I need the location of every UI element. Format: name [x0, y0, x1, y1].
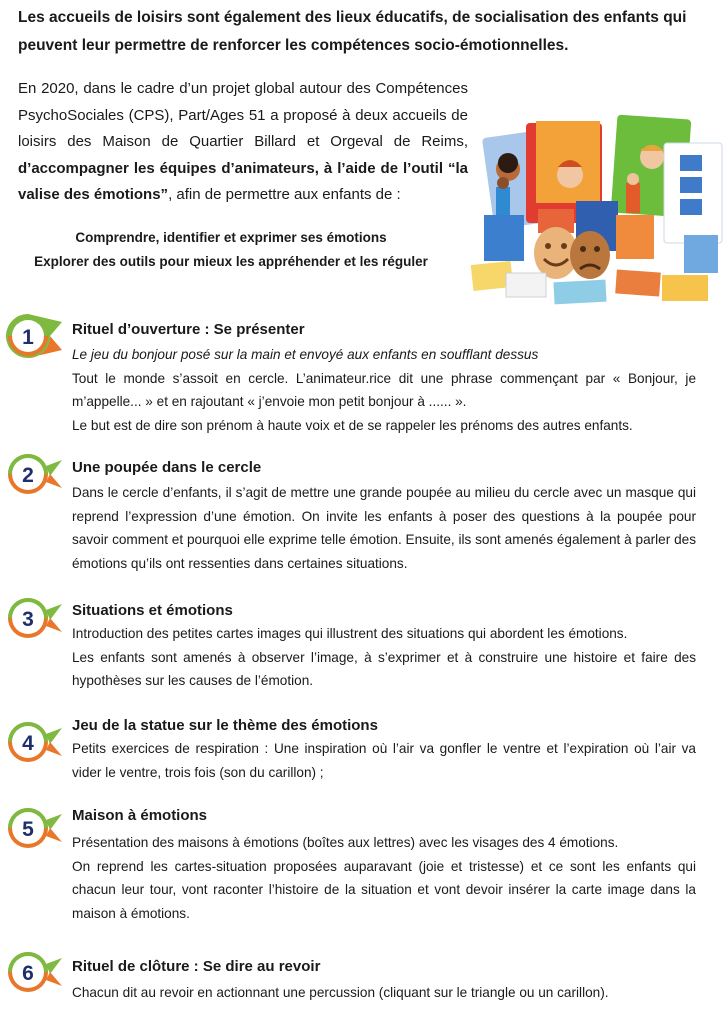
step-2-title: Une poupée dans le cercle: [72, 459, 262, 476]
step-6-title: Rituel de clôture : Se dire au revoir: [72, 958, 321, 975]
step-3-body: [72, 622, 696, 693]
step-6-badge-icon: [6, 950, 62, 994]
step-1-badge-icon: [6, 314, 62, 358]
box-blue: [484, 215, 524, 261]
step-4-body: [72, 737, 696, 784]
step-6-body: [72, 981, 696, 1005]
step-5-line-2: On reprend les cartes-situation proposées auparavant (joie et tristesse) et ce sont les enfants qui chacun leur tour, vont raconter l’histoire de la situation et vont devoir insérer la carte image dans la maison à émotions.: [72, 858, 696, 921]
step-1-line-2: Tout le monde s’assoit en cercle. L’animateur.rice dit une phrase commençant par « Bonjour, je m’appelle... » et en rajoutant « j’envoie mon petit bonjour à ...... ».: [72, 370, 696, 409]
intro-paragraph: [18, 76, 468, 209]
mask-sad: [570, 231, 610, 279]
step-1-line-3: Le but est de dire son prénom à haute voix et de se rappeler les prénoms des autres enfants.: [72, 417, 633, 433]
step-2-body: [72, 481, 696, 575]
step-1-line-1: Le jeu du bonjour posé sur la main et envoyé aux enfants en soufflant dessus: [72, 347, 539, 362]
step-3-line-2: Les enfants sont amenés à observer l’image, à s’exprimer et à construire une histoire et faire des hypothèses sur les causes de l’émotion.: [72, 649, 696, 688]
step-3-line-1: Introduction des petites cartes images qui illustrent des situations qui abordent les émotions.: [72, 626, 628, 641]
step-2-line-1: Dans le cercle d’enfants, il s’agit de mettre une grande poupée au milieu du cercle avec un masque qui reprend l’expression d’une émotion. On invite les enfants à poser des questions à la poupée pour savoir comment et pourquoi elle exprime telle émotion. Ensuite, ils sont amenés également à parler des émotions qu’ils ont ressenties dans certaines situations.: [72, 485, 696, 571]
step-4-title: Jeu de la statue sur le thème des émotions: [72, 717, 378, 734]
svg-text:6: 6: [22, 962, 34, 985]
step-2-badge-icon: [6, 452, 62, 496]
box-lightblue: [684, 235, 718, 273]
step-1-body: [72, 343, 696, 437]
step-4-line-1: Petits exercices de respiration : Une inspiration où l’air va gonfler le ventre et l’expiration où l’air va vider le ventre, trois fois (son du carillon) ;: [72, 741, 696, 780]
step-1-title: Rituel d’ouverture : Se présenter: [72, 321, 305, 338]
intro-text-1: En 2020, dans le cadre d’un projet global autour des Compétences PsychoSociales (CPS), Part/Ages 51 a proposé à deux accueils de loisirs des Maison de Quartier Billard et Orgeval de Reims,: [18, 80, 468, 150]
step-5-line-1: Présentation des maisons à émotions (boîtes aux lettres) avec les visages des 4 émotions.: [72, 835, 619, 850]
svg-text:3: 3: [22, 608, 34, 631]
step-4-badge-icon: [6, 720, 62, 764]
box-orange-2: [616, 215, 654, 259]
svg-text:1: 1: [22, 326, 34, 349]
intro-text-2: , afin de permettre aux enfants de :: [168, 186, 401, 203]
svg-text:2: 2: [22, 464, 34, 487]
svg-text:5: 5: [22, 818, 34, 841]
step-5-title: Maison à émotions: [72, 807, 208, 824]
intro-text-bold: d’accompagner les équipes d’animateurs, à l’aide de l’outil “la valise des émotions”: [18, 159, 468, 203]
goal-2: Explorer des outils pour mieux les appréhender et les réguler: [34, 254, 428, 269]
emotions-kit-illustration: [466, 113, 724, 313]
goal-1: Comprendre, identifier et exprimer ses émotions: [75, 230, 387, 245]
step-3-badge-icon: [6, 596, 62, 640]
step-5-badge-icon: [6, 806, 62, 850]
step-3-title: Situations et émotions: [72, 602, 233, 619]
step-6-line-1: Chacun dit au revoir en actionnant une percussion (cliquant sur le triangle ou un carillon).: [72, 985, 609, 1000]
step-5-body: [72, 831, 696, 925]
intro-lead: Les accueils de loisirs sont également des lieux éducatifs, de socialisation des enfants qui peuvent leur permettre de renforcer les compétences socio-émotionnelles.: [18, 9, 687, 54]
svg-text:4: 4: [22, 732, 34, 755]
